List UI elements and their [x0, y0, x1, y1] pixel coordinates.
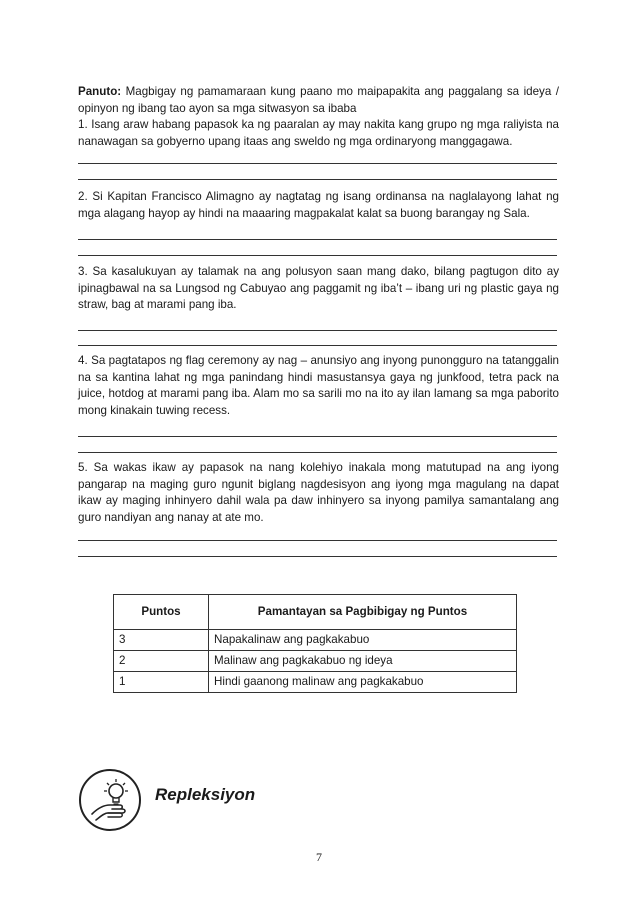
answer-line-4b [78, 452, 557, 453]
answer-line-2a [78, 239, 557, 240]
question-3: 3. Sa kasalukuyan ay talamak na ang polusyon saan mang dako, bilang pagtugon dito ay ipinagbawal na sa Lungsod ng Cabuyao ang paggamit ng iba’t – ibang uri ng plastic gaya ng straw, bag at marami pang iba. [78, 265, 559, 311]
reflection-title: Repleksiyon [155, 785, 256, 804]
answer-line-1a [78, 163, 557, 164]
rubric-row [114, 672, 517, 693]
page-number: 7 [316, 850, 322, 864]
question-1: 1. Isang araw habang papasok ka ng paaralan ay may nakita kang grupo ng mga raliyista na nanawagan sa gobyerno upang itaas ang sweldo ng mga ordinaryong manggagawa. [78, 118, 559, 148]
answer-line-3b [78, 345, 557, 346]
answer-line-5b [78, 556, 557, 557]
rubric-points: 1 [114, 672, 209, 693]
rubric-row [114, 651, 517, 672]
hand-holding-lightbulb-icon [78, 768, 142, 832]
answer-line-2b [78, 255, 557, 256]
question-4: 4. Sa pagtatapos ng flag ceremony ay nag – anunsiyo ang inyong punongguro na tatanggalin na sa kantina lahat ng mga panindang hindi masustansya gaya ng junkfood, tetra pack na juice, hotdog at marami pang iba. Alam mo sa sarili mo na ito ay ilan lamang sa mga paborito mong kinakain tuwing recess. [78, 354, 559, 417]
rubric-header-row [114, 595, 517, 630]
question-5: 5. Sa wakas ikaw ay papasok na nang kolehiyo inakala mong matutupad na ang iyong pangarap na maging guro ngunit biglang nagdesisyon ang iyong mga magulang na dapat ikaw ay maging inhinyero dahil wala pa daw inhinyero sa inyong pamilya samantalang ang guro nandiyan ang nanay at ate mo. [78, 461, 559, 524]
rubric-criteria: Malinaw ang pagkakabuo ng ideya [209, 651, 517, 672]
answer-line-3a [78, 330, 557, 331]
instructions-label: Panuto: [78, 85, 122, 98]
rubric-points: 2 [114, 651, 209, 672]
answer-line-5a [78, 540, 557, 541]
instructions-text: Magbigay ng pamamaraan kung paano mo maipapakita ang paggalang sa ideya / opinyon ng ibang tao ayon sa mga sitwasyon sa ibaba [78, 85, 559, 115]
rubric-points: 3 [114, 630, 209, 651]
rubric-header-points: Puntos [114, 595, 209, 630]
rubric-table [113, 594, 517, 693]
rubric-row [114, 630, 517, 651]
answer-line-1b [78, 179, 557, 180]
instructions [78, 84, 559, 117]
rubric-criteria: Hindi gaanong malinaw ang pagkakabuo [209, 672, 517, 693]
answer-line-4a [78, 436, 557, 437]
rubric-header-criteria: Pamantayan sa Pagbibigay ng Puntos [209, 595, 517, 630]
rubric-criteria: Napakalinaw ang pagkakabuo [209, 630, 517, 651]
question-2: 2. Si Kapitan Francisco Alimagno ay nagtatag ng isang ordinansa na naglalayong lahat ng mga alagang hayop ay hindi na maaaring magpakalat kalat sa buong barangay ng Sala. [78, 190, 559, 220]
